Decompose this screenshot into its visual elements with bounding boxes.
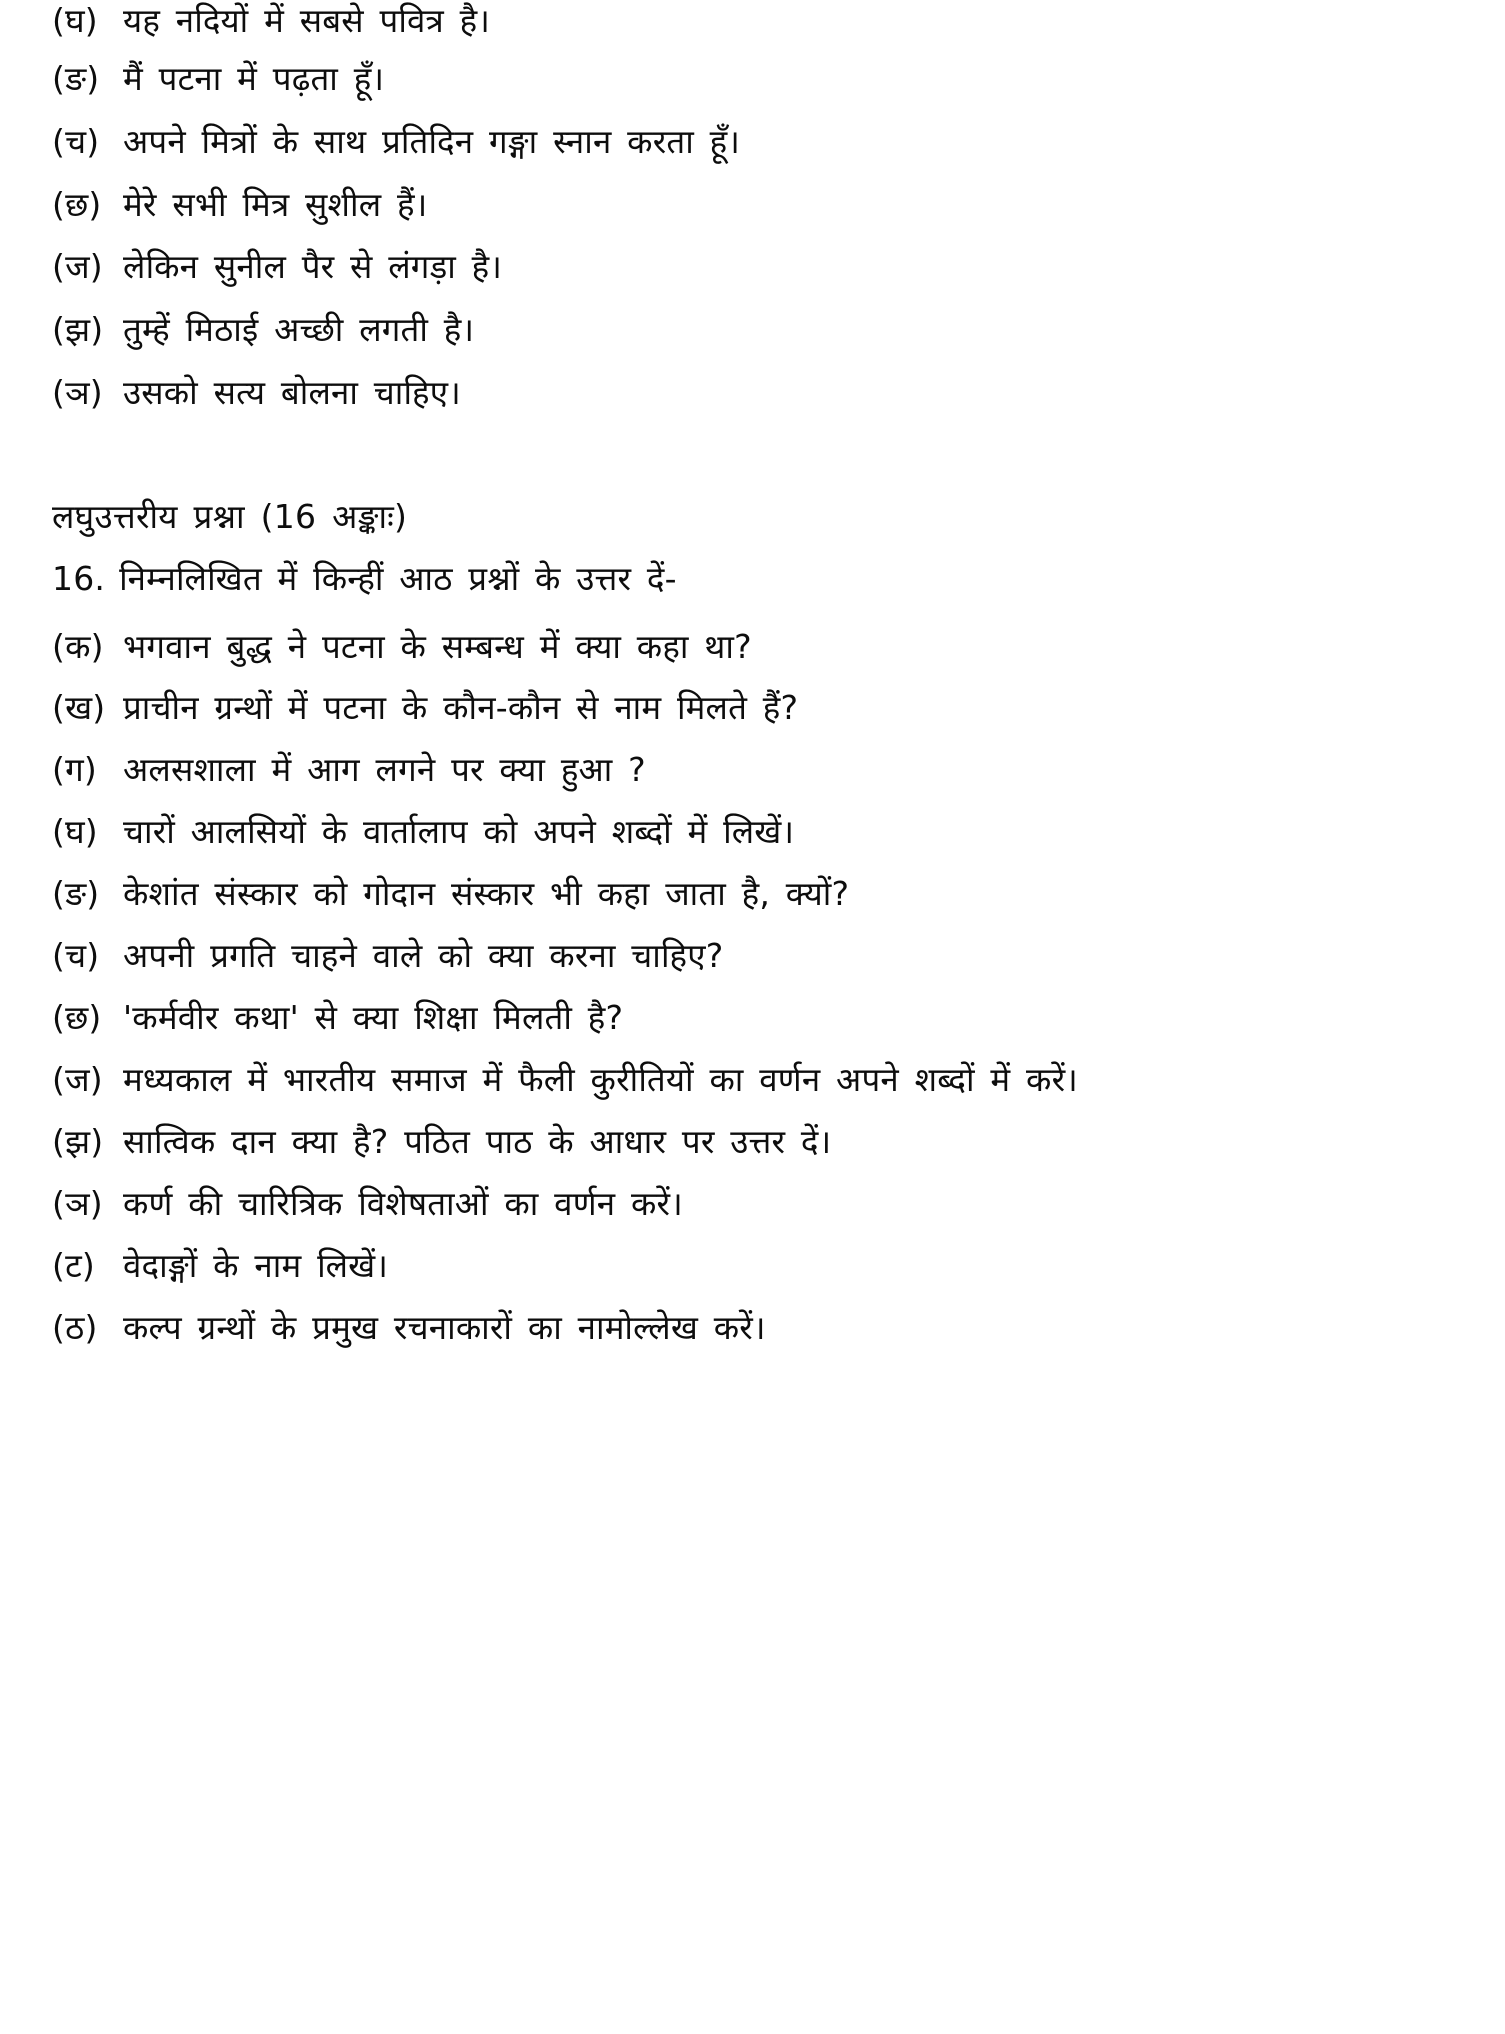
list-item [52, 627, 752, 666]
list-item-marker: (छ) [52, 998, 102, 1037]
list-item-text: वेदाङ्गों के नाम लिखें। [123, 1246, 389, 1285]
list-item-marker: (झ) [52, 310, 104, 349]
list-item-marker: (ञ) [52, 1184, 103, 1223]
list-item-marker: (ट) [52, 1246, 95, 1285]
list-item-text: लेकिन सुनील पैर से लंगड़ा है। [123, 247, 503, 286]
list-item-text: अपने मित्रों के साथ प्रतिदिन गङ्गा स्नान करता हूँ। [123, 122, 741, 161]
list-item-text: यह नदियों में सबसे पवित्र है। [123, 1, 491, 40]
list-item-marker: (च) [52, 936, 100, 975]
list-item-marker: (क) [52, 627, 104, 666]
list-item-text: तुम्हें मिठाई अच्छी लगती है। [123, 310, 475, 349]
list-item [52, 1, 491, 40]
list-item [52, 1308, 766, 1347]
list-item-marker: (ङ) [52, 59, 100, 98]
list-item-marker: (ञ) [52, 373, 103, 412]
list-item [52, 1122, 832, 1161]
list-item [52, 122, 741, 161]
list-item-marker: (ज) [52, 247, 103, 286]
list-item [52, 247, 503, 286]
list-item-marker: (ख) [52, 688, 106, 727]
list-item [52, 185, 428, 224]
question-text: निम्नलिखित में किन्हीं आठ प्रश्नों के उत्तर दें- [119, 559, 677, 598]
list-item-text: अपनी प्रगति चाहने वाले को क्या करना चाहिए? [123, 936, 724, 975]
list-item-marker: (ज) [52, 1060, 103, 1099]
list-item-text: 'कर्मवीर कथा' से क्या शिक्षा मिलती है? [123, 998, 624, 1037]
list-item [52, 688, 799, 727]
list-item-text: कल्प ग्रन्थों के प्रमुख रचनाकारों का नामोल्लेख करें। [123, 1308, 766, 1347]
list-item-text: मेरे सभी मित्र सुशील हैं। [123, 185, 428, 224]
list-item-text: चारों आलसियों के वार्तालाप को अपने शब्दों में लिखें। [123, 812, 795, 851]
question-16 [52, 559, 677, 598]
list-item-text: मैं पटना में पढ़ता हूँ। [123, 59, 385, 98]
list-item-text: कर्ण की चारित्रिक विशेषताओं का वर्णन करें। [123, 1184, 683, 1223]
list-item [52, 874, 850, 913]
list-item-text: सात्विक दान क्या है? पठित पाठ के आधार पर उत्तर दें। [123, 1122, 832, 1161]
list-item-marker: (घ) [52, 812, 98, 851]
list-item [52, 998, 624, 1037]
list-item-marker: (झ) [52, 1122, 104, 1161]
list-item [52, 59, 385, 98]
list-item-text: केशांत संस्कार को गोदान संस्कार भी कहा जाता है, क्यों? [123, 874, 850, 913]
list-item-text: प्राचीन ग्रन्थों में पटना के कौन-कौन से नाम मिलते हैं? [123, 688, 799, 727]
list-item [52, 936, 724, 975]
list-item-text: अलसशाला में आग लगने पर क्या हुआ ? [123, 750, 646, 789]
list-item [52, 1060, 1078, 1099]
list-item-marker: (च) [52, 122, 100, 161]
section-heading: लघुउत्तरीय प्रश्ना (16 अङ्काः) [52, 497, 408, 536]
list-item [52, 1246, 389, 1285]
list-item-marker: (ग) [52, 750, 97, 789]
list-item-text: मध्यकाल में भारतीय समाज में फैली कुरीतियों का वर्णन अपने शब्दों में करें। [123, 1060, 1078, 1099]
list-item-marker: (ङ) [52, 874, 100, 913]
list-item-marker: (छ) [52, 185, 102, 224]
list-item [52, 1184, 683, 1223]
list-item [52, 750, 646, 789]
question-number: 16. [52, 559, 106, 598]
list-item-marker: (ठ) [52, 1308, 98, 1347]
list-item-text: उसको सत्य बोलना चाहिए। [123, 373, 461, 412]
list-item [52, 310, 475, 349]
list-item [52, 373, 461, 412]
list-item-marker: (घ) [52, 1, 98, 40]
list-item [52, 812, 795, 851]
list-item-text: भगवान बुद्ध ने पटना के सम्बन्ध में क्या कहा था? [123, 627, 752, 666]
